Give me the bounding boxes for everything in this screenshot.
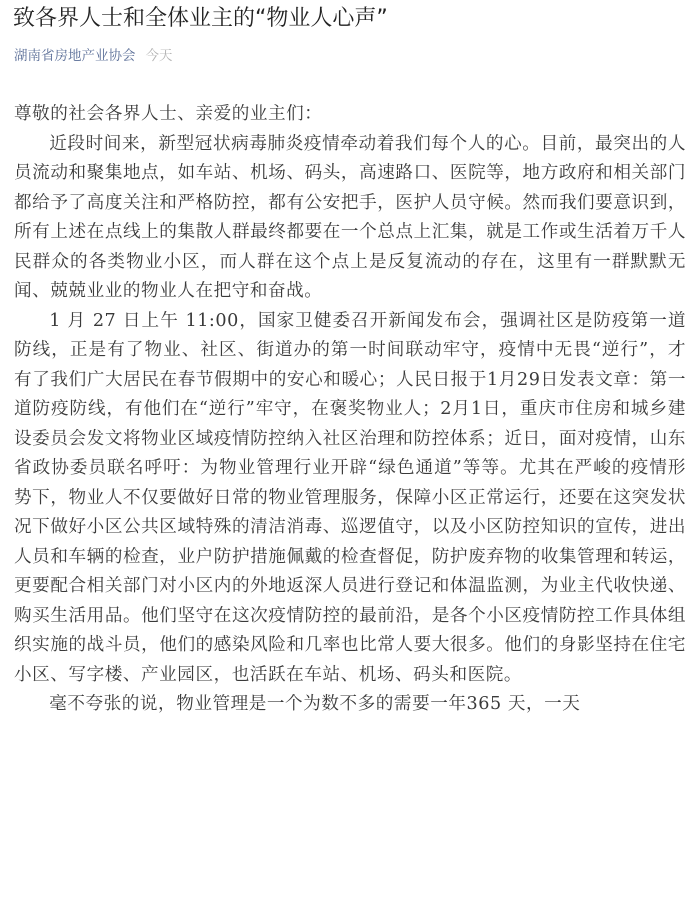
article-paragraph: 近段时间来，新型冠状病毒肺炎疫情牵动着我们每个人的心。目前，最突出的人员流动和聚集地点，如车站、机场、码头，高速路口、医院等，地方政府和相关部门都给予了高度关注和严格防控，都有公安把手，医护人员守候。然而我们要意识到，所有上述在点线上的集散人群最终都要在一个总点上汇集，就是工作或生活着万千人民群众的各类物业小区，而人群在这个点上是反复流动的存在，这里有一群默默无闻、兢兢业业的物业人在把守和奋战。 xyxy=(14,133,686,301)
article-paragraph: 1 月 27 日上午 11:00，国家卫健委召开新闻发布会，强调社区是防疫第一道防线，正是有了物业、社区、街道办的第一时间联动牢守，疫情中无畏“逆行”，才有了我们广大居民在春节假期中的安心和暖心；人民日报于1月29日发表文章：第一道防疫防线，有他们在“逆行”牢守，在褒奖物业人；2月1日，重庆市住房和城乡建设委员会发文将物业区域疫情防控纳入社区治理和防控体系；近日，面对疫情，山东省政协委员联名呼吁：为物业管理行业开辟“绿色通道”等等。尤其在严峻的疫情形势下，物业人不仅要做好日常的物业管理服务，保障小区正常运行，还要在这突发状况下做好小区公共区域特殊的清洁消毒、巡逻值守，以及小区防控知识的宣传，进出人员和车辆的检查，业户防护措施佩戴的检查督促，防护废弃物的收集管理和转运，更要配合相关部门对小区内的外地返深人员进行登记和体温监测，为业主代收快递、购买生活用品。他们坚守在这次疫情防控的最前沿，是各个小区疫情防控工作具体组织实施的战斗员，他们的感染风险和几率也比常人要大很多。他们的身影坚持在住宅小区、写字楼、产业园区，也活跃在车站、机场、码头和医院。 xyxy=(14,310,686,685)
article-paragraph: 毫不夸张的说，物业管理是一个为数不多的需要一年365 天，一天 xyxy=(49,694,581,714)
article-meta xyxy=(14,45,173,67)
salutation: 尊敬的社会各界人士、亲爱的业主们： xyxy=(14,104,323,124)
article-title: 致各界人士和全体业主的“物业人心声” xyxy=(13,6,388,31)
account-name-link[interactable]: 湖南省房地产业协会 xyxy=(14,48,136,64)
article-body xyxy=(14,100,686,720)
publish-time: 今天 xyxy=(145,48,173,64)
